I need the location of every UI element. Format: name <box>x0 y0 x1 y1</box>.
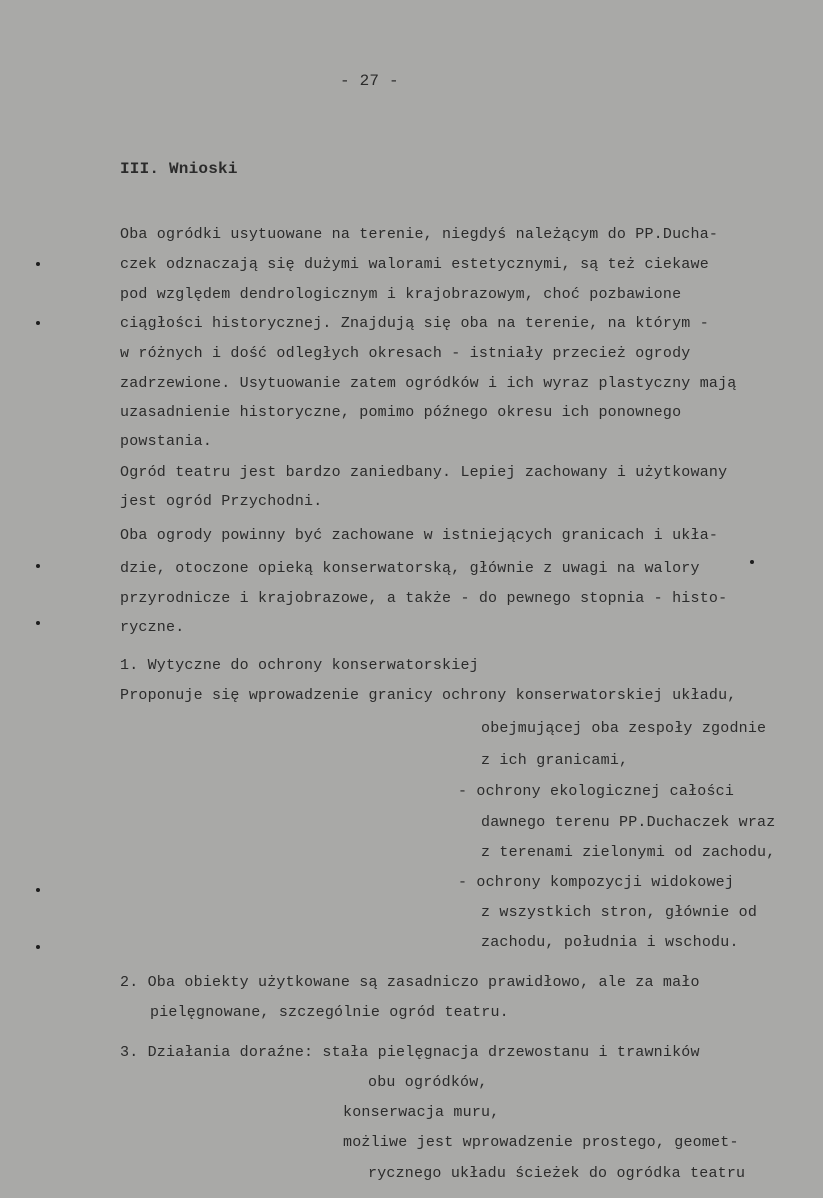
margin-dot <box>36 262 40 266</box>
list-item-line: z ich granicami, <box>481 752 629 769</box>
list-item-line: dawnego terenu PP.Duchaczek wraz <box>481 814 776 831</box>
margin-dot <box>36 621 40 625</box>
list-item-line: pielęgnowane, szczególnie ogród teatru. <box>150 1004 509 1021</box>
list-item-line: zachodu, południa i wschodu. <box>481 934 739 951</box>
page-number: - 27 - <box>340 72 399 90</box>
list-item-line: - ochrony ekologicznej całości <box>458 783 735 800</box>
list-item-line: obu ogródków, <box>368 1074 488 1091</box>
paragraph-line: czek odznaczają się dużymi walorami estetycznymi, są też ciekawe <box>120 256 709 273</box>
paragraph-line: pod względem dendrologicznym i krajobrazowym, choć pozbawione <box>120 286 682 303</box>
margin-dot <box>36 321 40 325</box>
paragraph-line: Oba ogródki usytuowane na terenie, niegdyś należącym do PP.Ducha- <box>120 226 719 243</box>
paragraph-line: Oba ogrody powinny być zachowane w istniejących granicach i ukła- <box>120 527 719 544</box>
paragraph-line: przyrodnicze i krajobrazowe, a także - do pewnego stopnia - histo- <box>120 590 728 607</box>
list-item-line: konserwacja muru, <box>343 1104 500 1121</box>
list-item-title: 1. Wytyczne do ochrony konserwatorskiej <box>120 657 479 674</box>
paragraph-line: zadrzewione. Usytuowanie zatem ogródków i ich wyraz plastyczny mają <box>120 375 737 392</box>
list-item-line: rycznego układu ścieżek do ogródka teatru <box>368 1165 746 1182</box>
paragraph-line: uzasadnienie historyczne, pomimo późnego okresu ich ponownego <box>120 404 682 421</box>
paragraph-line: ciągłości historycznej. Znajdują się oba na terenie, na którym - <box>120 315 709 332</box>
list-item-line: obejmującej oba zespoły zgodnie <box>481 720 767 737</box>
list-item-line: z wszystkich stron, głównie od <box>481 904 758 921</box>
margin-dot <box>36 888 40 892</box>
section-heading: III. Wnioski <box>120 160 238 178</box>
list-item-line: Proponuje się wprowadzenie granicy ochrony konserwatorskiej układu, <box>120 687 737 704</box>
paragraph-line: ryczne. <box>120 619 185 636</box>
list-item-line: możliwe jest wprowadzenie prostego, geomet- <box>343 1134 739 1151</box>
list-item-line: 2. Oba obiekty użytkowane są zasadniczo prawidłowo, ale za mało <box>120 974 700 991</box>
paragraph-line: dzie, otoczone opieką konserwatorską, głównie z uwagi na walory <box>120 560 700 577</box>
margin-dot <box>36 564 40 568</box>
margin-dot <box>750 560 754 564</box>
paragraph-line: w różnych i dość odległych okresach - istniały przecież ogrody <box>120 345 691 362</box>
list-item-line: 3. Działania doraźne: stała pielęgnacja drzewostanu i trawników <box>120 1044 700 1061</box>
list-item-line: z terenami zielonymi od zachodu, <box>481 844 776 861</box>
margin-dot <box>36 945 40 949</box>
paragraph-line: powstania. <box>120 433 213 450</box>
paragraph-line: jest ogród Przychodni. <box>120 493 323 510</box>
paragraph-line: Ogród teatru jest bardzo zaniedbany. Lepiej zachowany i użytkowany <box>120 464 728 481</box>
list-item-line: - ochrony kompozycji widokowej <box>458 874 735 891</box>
